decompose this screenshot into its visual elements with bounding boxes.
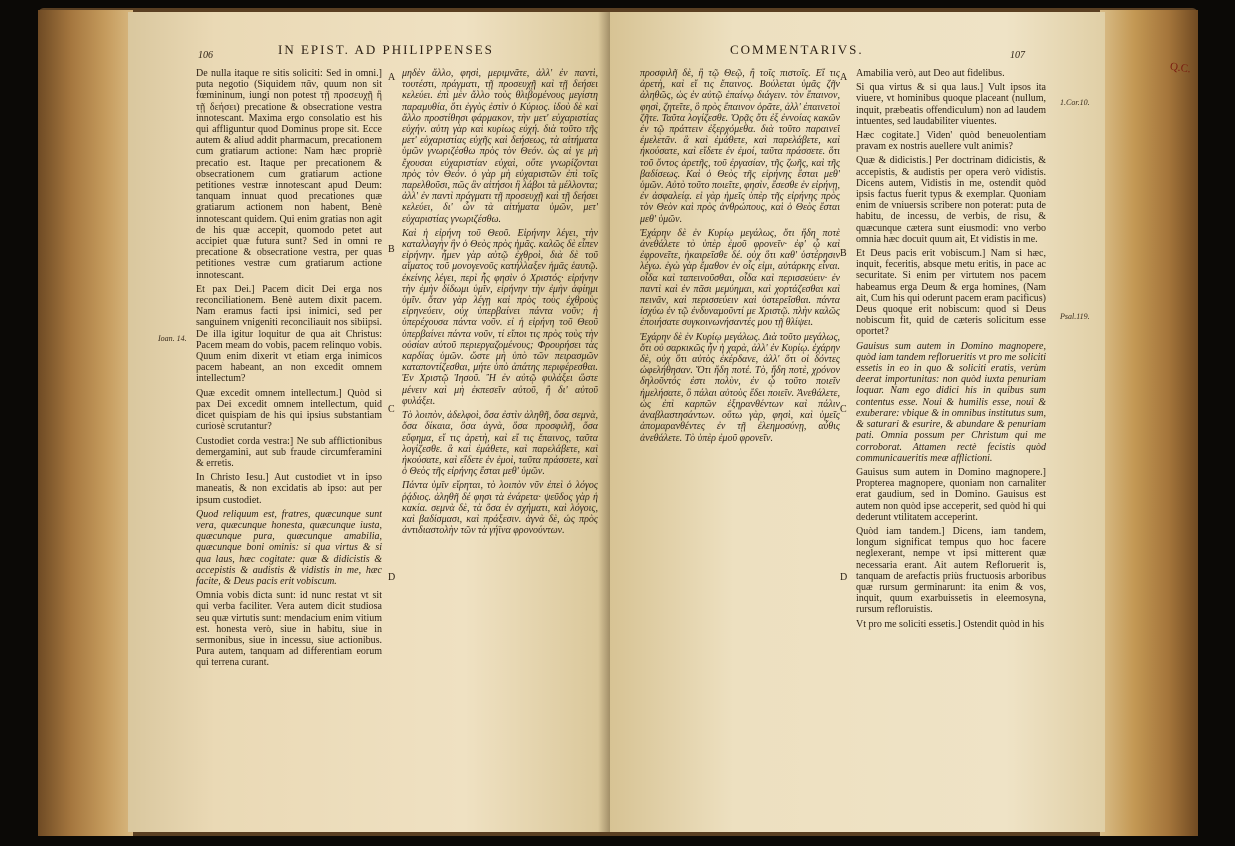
margin-note: 1.Cor.10.	[1060, 98, 1090, 107]
greek-paragraph: Τὸ λοιπὸν, ἀδελφοὶ, ὅσα ἐστὶν ἀληθῆ, ὅσα σεμνὰ, ὅσα δίκαια, ὅσα ἁγνὰ, ὅσα προσφιλῆ, ὅσα εὔφημα, εἴ τις ἀρετὴ, καὶ εἴ τις ἔπαινος, ταῦτα λογίζεσθε. ἃ καὶ ἐμάθετε, καὶ παρελάβετε, καὶ ἠκούσατε, καὶ εἴδετε ἐν ἐμοὶ, ταῦτα πράσσετε, καὶ ὁ Θεὸς τῆς εἰρήνης ἔσται μεθ' ὑμῶν.	[402, 410, 598, 478]
section-letter: C	[840, 404, 847, 415]
section-letter: D	[388, 572, 396, 583]
latin-paragraph: Vt pro me soliciti essetis.] Ostendit quòd in his	[856, 618, 1045, 630]
greek-paragraph: μηδὲν ἄλλο, φησὶ, μεριμνᾶτε, ἀλλ' ἐν παντὶ, τουτέστι, πράγματι, τῇ προσευχῇ καὶ τῇ δεήσει κελεύει. ἐπὶ μὲν ἄλλο τοὺς θλιβομένους μεγίστη παραμυθία, ὅτι ἐγγὺς ἐστὶν ὁ Κύριος. ἰδοὺ δὲ καὶ ἄλλο προστίθησι φάρμακον, τὴν μετ' εὐχαριστίας εὐχήν. αὐτη γὰρ καὶ κυρίως εὐχή. διὰ τοῦτο τῆς μετ' εὐχαριστίας εὐχῆς καὶ δεήσεως, τὰ αἰτήματα ὑμῶν γνωριζέσθω πρὸς τὸν Θεόν. ὡς αἱ γε μὴ ἔχουσαι εὐχαριστίαν εὐχαὶ, οὔτε γνωρίζονται πρὸς τὸν Θεόν. ὁ γὰρ μὴ εὐχαριστῶν ἐπὶ τοῖς παρελθοῦσι, πῶς ἂν αἰτήσοι ἢ λάβοι τὰ μέλλοντα; ἀλλ' ἐν παντὶ πράγματι τῇ προσευχῇ καὶ τῇ δεήσει κελεύει, δι' ὧν τὰ αἰτήματα ὑμῶν, μετ' εὐχαριστίας γνωριζέσθω.	[402, 68, 598, 225]
left-page-edges	[38, 10, 133, 836]
section-letter: D	[840, 572, 848, 583]
section-letter: B	[840, 248, 847, 259]
right-greek-column	[640, 68, 840, 798]
latin-paragraph: Et pax Dei.] Pacem dicit Dei erga nos reconciliationem. Benè autem dixit pacem. Nam eramus facti ipsi inimici, sed per sanguinem vnigeniti reconciliauit nos sibiipsi. De illa igitur loquitur de qua ait Christus: Pacem meam do vobis, pacem relinquo vobis. Quum enim dixerit vt etiam erga inimicos pacem habeant, an non excedit omnem intellectum?	[196, 283, 382, 385]
latin-paragraph: Quæ & didicistis.] Per doctrinam didicistis, & accepistis, & audistis per opera verò vidistis. Dicens autem, Vidistis in me, ostendit quòd ipsis factus fuerit typus & exemplar. Quoniam enim de vniuersis scribere non poterat: puta de habitu, de incessu, de verbis, de risu, & quæcunque cætera sunt eiusmodi: vno verbo omnia hæc docuit quum ait, Et vidistis in me.	[856, 155, 1046, 245]
right-page	[610, 12, 1105, 832]
latin-paragraph: Quæ excedit omnem intellectum.] Quòd si pax Dei excedit omnem intellectum, quid dicet quispiam de his qui ipsius substantiam curiosè scrutantur?	[196, 387, 382, 433]
latin-scripture-paragraph: Gauisus sum autem in Domino magnopere, quòd iam tandem reflorueritis vt pro me soliciti essetis in eo in quo & soliciti eratis, verùm deerat importunitas: non quòd iuxta penuriam loquar. Nam ego didici his in quibus sum contentus esse. Noui & humilis esse, noui & exuberare: vbique & in omnibus institutus sum, & saturari & esurire, & abundare & penuriam pati. Omnia possum per Christum qui me corroborat. Attamen rectè fecistis quòd communicaueritis meæ afflictioni.	[856, 340, 1046, 464]
right-latin-column	[856, 68, 1046, 798]
greek-paragraph: προσφιλῆ δὲ, ἢ τῷ Θεῷ, ἢ τοῖς πιστοῖς. Εἴ τις ἀρετὴ, καὶ εἴ τις ἔπαινος. Βούλεται ὑμᾶς ζῆν ἀληθῶς, ὡς ἐν αὐτῷ ἐπαίνῳ διάγειν. τὸν ἔπαινον, φησὶ, ζητεῖτε, ὃ πρὸς ἔπαινον ὁρᾶτε, ἀλλ' ἐπαινετοὶ ζῆτε. Ταῦτα λογίζεσθε. Ὁρᾷς ὅτι ἐξ ἐννοίας κακῶν ἐν τῷ πράττειν ἐξερχόμεθα. διὰ τοῦτο παραινεῖ ἐμελετᾶν. ἃ καὶ ἐμάθετε, καὶ παρελάβετε, καὶ ἠκούσατε, καὶ εἴδετε ἐν ἐμοί, ταῦτα πράσσετε. ὅτι τοῦ ὄντος ἀρετῆς, τοῦ ἐργασίαν, τῆς ζωῆς, καὶ τῆς βαδίσεως. Καὶ ὁ Θεὸς τῆς εἰρήνης ἔσται μεθ' ὑμῶν. Αὐτὸ τοῦτο ποιεῖτε, φησὶν, ἔσεσθε ἐν εἰρήνῃ, ἐν ἀσφαλείᾳ. εἰ γὰρ ἡμεῖς ὑπὲρ τῆς εἰρήνης πρὸς τὸν Θεὸν καὶ πρὸς ἀνθρώπους, καὶ ὁ Θεὸς ἔσται μεθ' ὑμῶν.	[640, 68, 840, 225]
latin-paragraph: Si qua virtus & si qua laus.] Vult ipsos ita viuere, vt hominibus quoque placeant (nullum, inquit, præbeatis offendiculum) non ad laudem intuentes, sed laudabiliter viuentes.	[856, 82, 1046, 127]
left-greek-column	[402, 68, 598, 798]
section-letter: A	[840, 72, 848, 83]
greek-paragraph: Καὶ ἡ εἰρήνη τοῦ Θεοῦ. Εἰρήνην λέγει, τὴν καταλλαγὴν ἣν ὁ Θεὸς πρὸς ἡμᾶς. καλῶς δὲ εἶπεν εἰρήνην. ἦμεν γὰρ αὐτῷ ἐχθροὶ, διὰ δὲ τοῦ αἵματος τοῦ μονογενοῦς κατήλλαξεν ἡμᾶς ἑαυτῷ. ἐκείνης λέγει, περὶ ἧς φησὶν ὁ Χριστός· εἰρήνην τὴν ἐμὴν δίδωμι ὑμῖν, εἰρήνην τὴν ἐμὴν ἀφίημι ὑμῖν. ὅταν γὰρ λέγῃ καὶ πρὸς τοὺς ἐχθροὺς εἰρηνεύειν, οὐχ ὑπερβαίνει πάντα νοῦν; ἡ ὑπερέχουσα πάντα νοῦν. εἰ ἡ εἰρήνη τοῦ Θεοῦ ὑπερβαίνει πάντα νοῦν, τί εἴποι τις πρὸς τοὺς τὴν οὐσίαν αὐτοῦ περιεργαζομένους; Φρουρήσει τὰς καρδίας ὑμῶν. ὥστε μὴ ὑπὸ τῶν πειρασμῶν καταποντίζεσθαι, μήτε ὑπὸ ἀπάτης περιφέρεσθαι. Ἐν Χριστῷ Ἰησοῦ. Ἢ ἐν αὐτῷ φυλάξει ὥστε μένειν καὶ μὴ ἐκπεσεῖν αὐτοῦ, ἢ δι' αὐτοῦ φυλάξει.	[402, 227, 598, 407]
greek-paragraph: Ἐχάρην δὲ ἐν Κυρίῳ μεγάλως, ὅτι ἤδη ποτὲ ἀνεθάλετε τὸ ὑπὲρ ἐμοῦ φρονεῖν· ἐφ' ᾧ καὶ ἐφρονεῖτε, ἠκαιρεῖσθε δέ. οὐχ ὅτι καθ' ὑστέρησιν λέγω. ἐγὼ γὰρ ἔμαθον ἐν οἷς εἰμι, αὐτάρκης εἶναι. οἶδα καὶ ταπεινοῦσθαι, οἶδα καὶ περισσεύειν· ἐν παντὶ καὶ ἐν πᾶσι μεμύημαι, καὶ χορτάζεσθαι καὶ πεινᾶν, καὶ περισσεύειν καὶ ὑστερεῖσθαι. πάντα ἰσχύω ἐν τῷ ἐνδυναμοῦντί με Χριστῷ. πλὴν καλῶς ἐποιήσατε συγκοινωνήσαντές μου τῇ θλίψει.	[640, 227, 840, 329]
latin-paragraph: Gauisus sum autem in Domino magnopere.] Propterea magnopere, quoniam non carnaliter erat gaudium, sed in Domino. Gauisus est autem non quòd ipse acceperit, sed quòd hi qui dederunt vtilitatem acceperint.	[856, 466, 1046, 523]
left-page	[128, 12, 610, 832]
section-letter: B	[388, 244, 395, 255]
latin-paragraph: Omnia vobis dicta sunt: id nunc restat vt sit qui verba faciliter. Vera autem dicit studiosa seu quæ virtutis sunt: mendacium enim vitium est. honesta verò, siue in habitu, siue in sermonibus, siue in incessu, siue actionibus. Pura autem, tanquam ad differentiam eorum qui terrena curant.	[196, 590, 382, 669]
latin-paragraph: Amabilia verò, aut Deo aut fidelibus.	[856, 68, 1005, 79]
margin-note: Psal.119.	[1060, 312, 1090, 321]
latin-paragraph: In Christo Iesu.] Aut custodiet vt in ipso maneatis, & non excidatis ab ipso: aut per ipsum custodiet.	[196, 472, 382, 506]
left-page-number: 106	[198, 50, 213, 61]
latin-paragraph: Quòd iam tandem.] Dicens, iam tandem, longum significat tempus quo hoc facere neglexerant, nempe vt ipsi mitterent quæ necessaria erant. Ait autem Refloruerit is, tanquam de arefactis priùs fructuosis arboribus quæ rursum germinarunt: ita enim & vos, inquit, quum exarbuissetis in eleemosyna, rursum refloruistis.	[856, 525, 1046, 616]
latin-paragraph: Hæc cogitate.] Viden' quòd beneuolentiam pravam ex nostris auellere vult animis?	[856, 130, 1046, 153]
margin-note: Ioan. 14.	[158, 334, 187, 343]
right-page-edges	[1100, 10, 1198, 836]
greek-paragraph: Ἐχάρην δὲ ἐν Κυρίῳ μεγάλως. Διὰ τοῦτο μεγάλως, ὅτι οὐ σαρκικῶς ἦν ἡ χαρὰ, ἀλλ' ἐν Κυρίῳ. ἐχάρην δὲ, οὐχ ὅτι αὐτὸς ἐκέρδανε, ἀλλ' ὅτι οἱ δόντες ὠφελήθησαν. Ὅτι ἤδη ποτέ. Τὸ, ἤδη ποτὲ, χρόνον δηλοῦντός ἐστι πολὺν, ἐν ᾧ τοῦτο ποιεῖν ἠμελήσατε, ὃ πάλαι αὐτοὺς ἔδει ποιεῖν. Ἀνεθάλετε, ὡς ἐπὶ καρπῶν ἐξηρανθέντων καὶ πάλιν ἀναβλαστησάντων. οὕτω γὰρ, φησὶ, καὶ ὑμεῖς ἀπομαρανθέντες ἐν τῇ ἐλεημοσύνῃ, αὖθις ἀνεθάλετε. Τὸ ὑπὲρ ἐμοῦ φρονεῖν.	[640, 331, 840, 444]
latin-paragraph: Custodiet corda vestra:] Ne sub afflictionibus demergamini, aut sub fraude circumferamini & erretis.	[196, 435, 382, 469]
latin-scripture-paragraph: Quod reliquum est, fratres, quæcunque sunt vera, quæcunque honesta, quæcunque iusta, quæcunque pura, quæcunque amabilia, quæcunque boni ominis: si qua virtus & si qua laus, hæc cogitate: quæ & didicistis & accepistis & audistis & vidistis in me, hæc facite, & Deus pacis erit vobiscum.	[196, 508, 382, 587]
left-running-head: IN EPIST. AD PHILIPPENSES	[278, 42, 494, 57]
left-latin-column	[196, 68, 382, 798]
right-page-number: 107	[1010, 50, 1025, 61]
right-running-head: COMMENTARIVS.	[730, 42, 864, 57]
section-letter: C	[388, 404, 395, 415]
fore-edge-tag: Q.C.	[1169, 60, 1192, 76]
greek-paragraph: Πάντα ὑμῖν εἴρηται, τὸ λοιπὸν νῦν ἐπεὶ ὁ λόγος ῥᾴδιος. ἀληθῆ δέ φησι τὰ ἐνάρετα· ψεῦδος γὰρ ἡ κακία. σεμνὰ δὲ, τὰ ὅσα ἐν σχήματι, καὶ λόγοις, καὶ βαδίσμασι, καὶ πράξεσιν. ἁγνὰ δὲ, ὡς πρὸς ἀντιδιαστολὴν τῶν τὰ γήϊνα φρονούντων.	[402, 480, 598, 537]
latin-paragraph: De nulla itaque re sitis soliciti: Sed in omni.] puta negotio (Siquidem πᾶν, quum non sit fœmininum, iungi non potest τῇ προσευχῇ ἢ τῇ δεήσει) precatione & obsecratione vestra innotescant. Maxima ergo consolatio est his qui affliguntur quod Dominus prope sit. Ecce autem & aliud addit pharmacum, precationem cum gratiarum actione: Nam hæc propriè precatio est. Itaque per precationem & obsecrationem cum gratiarum actione petitiones vestræ innotescant apud Deum: tanquam innuat quod precationes quæ gratiarum actionem non habent, Benè innotescant quidem. Qui enim gratias non agit de his quæ accepit, quomodo petet aut accipiet quæ futura sunt? Sed in omni re precatione & obsecratione vestra, per quas petitiones vestræ cum gratiarum actione innotescant.	[196, 68, 382, 281]
latin-paragraph: Et Deus pacis erit vobiscum.] Nam si hæc, inquit, feceritis, absque metu eritis, in pace ac securitate. Si enim per virtutem nos pacem habeamus erga Deum & erga homines, (Nam ait, Cum his qui oderunt pacem eram pacificus) Deus quoque erit nobiscum: quod si Deus nobiscum fit, quid de cæteris solicitum esse oportet?	[856, 248, 1046, 338]
section-letter: A	[388, 72, 396, 83]
